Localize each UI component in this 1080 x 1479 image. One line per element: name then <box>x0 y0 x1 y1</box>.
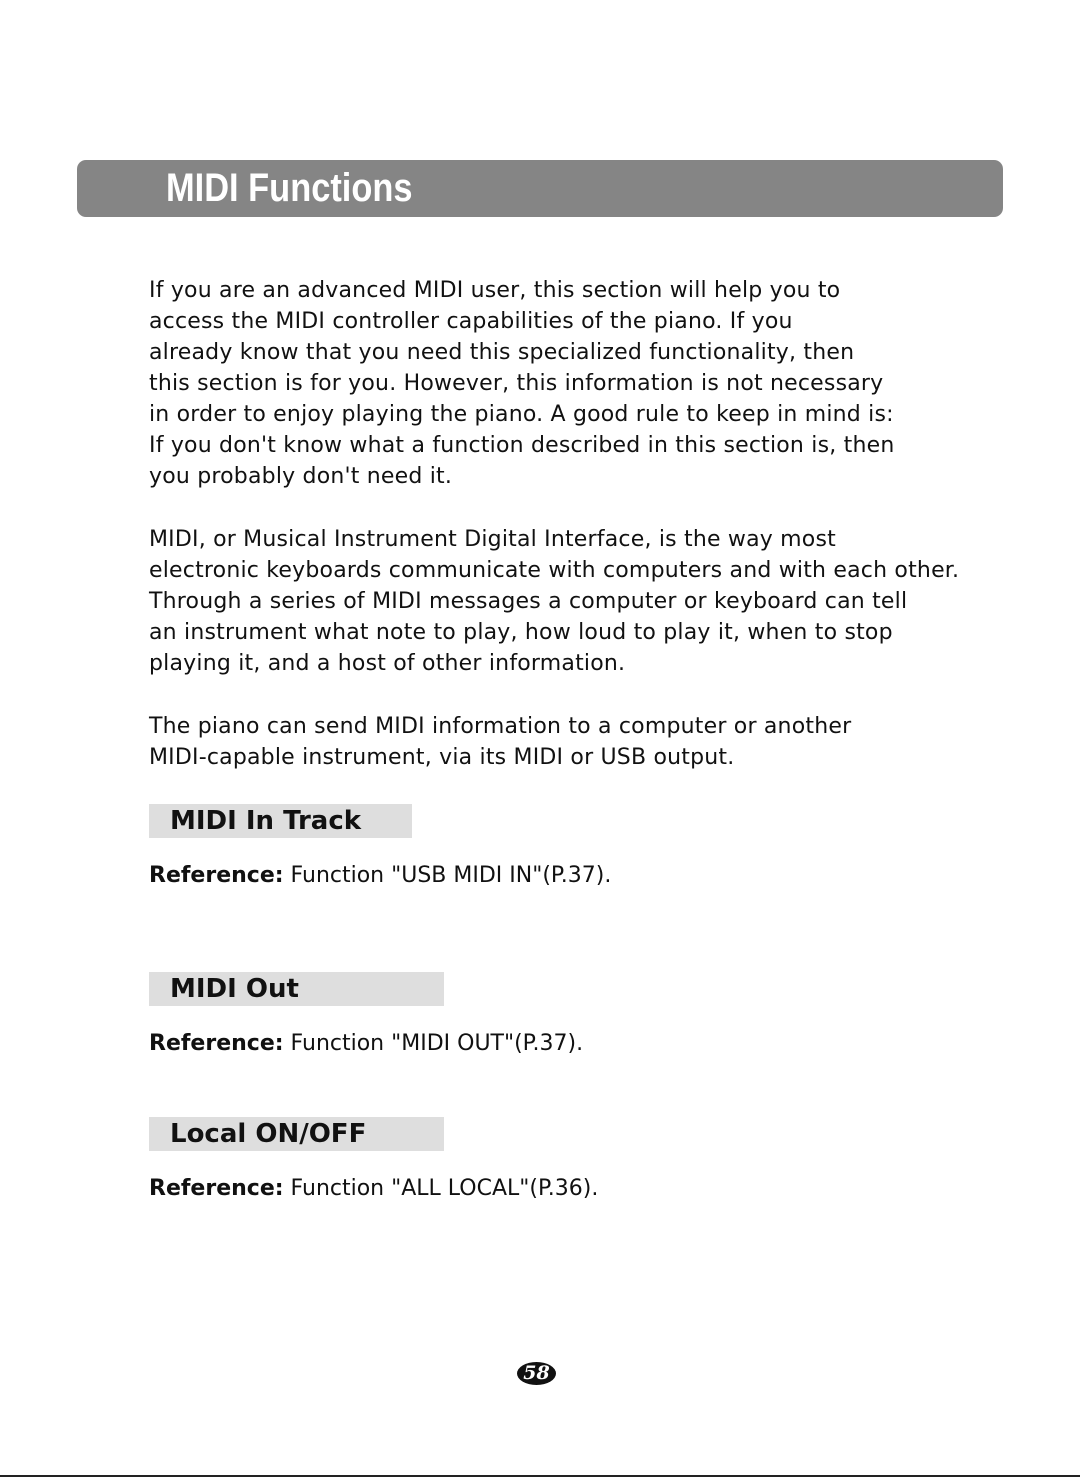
text-line: The piano can send MIDI information to a computer or another <box>149 714 852 739</box>
reference-text: Function "ALL LOCAL"(P.36). <box>290 1176 599 1201</box>
reference-label: Reference: <box>149 1031 284 1056</box>
intro-paragraph-2 <box>149 524 960 679</box>
text-line: MIDI, or Musical Instrument Digital Interface, is the way most <box>149 527 836 552</box>
text-line: an instrument what note to play, how loud to play it, when to stop <box>149 620 893 645</box>
intro-paragraph-1 <box>149 275 949 492</box>
page-title: MIDI Functions <box>166 166 413 210</box>
text-line: this section is for you. However, this information is not necessary <box>149 371 884 396</box>
reference-label: Reference: <box>149 863 284 888</box>
page-number-badge: 58 <box>517 1362 556 1385</box>
text-line: access the MIDI controller capabilities of the piano. If you <box>149 309 793 334</box>
section-heading-midi-in-track <box>149 804 412 838</box>
text-line: electronic keyboards communicate with computers and with each other. <box>149 558 960 583</box>
text-line: Through a series of MIDI messages a computer or keyboard can tell <box>149 589 908 614</box>
reference-text: Function "MIDI OUT"(P.37). <box>290 1031 584 1056</box>
intro-paragraph-3 <box>149 711 949 773</box>
section-heading-label: Local ON/OFF <box>170 1119 367 1149</box>
text-line: playing it, and a host of other information. <box>149 651 626 676</box>
section-heading-midi-out <box>149 972 444 1006</box>
text-line: MIDI-capable instrument, via its MIDI or USB output. <box>149 745 735 770</box>
reference-midi-out <box>149 1028 583 1059</box>
reference-local-on-off <box>149 1173 598 1204</box>
reference-label: Reference: <box>149 1176 284 1201</box>
section-heading-label: MIDI Out <box>170 974 299 1004</box>
text-line: If you don't know what a function described in this section is, then <box>149 433 895 458</box>
section-heading-local-on-off <box>149 1117 444 1151</box>
section-heading-label: MIDI In Track <box>170 806 362 836</box>
text-line: you probably don't need it. <box>149 464 453 489</box>
bottom-divider <box>0 1475 1080 1477</box>
reference-midi-in-track <box>149 860 611 891</box>
text-line: If you are an advanced MIDI user, this section will help you to <box>149 278 841 303</box>
text-line: already know that you need this specialized functionality, then <box>149 340 855 365</box>
text-line: in order to enjoy playing the piano. A good rule to keep in mind is: <box>149 402 894 427</box>
reference-text: Function "USB MIDI IN"(P.37). <box>290 863 612 888</box>
section-title-bar <box>77 160 1003 217</box>
